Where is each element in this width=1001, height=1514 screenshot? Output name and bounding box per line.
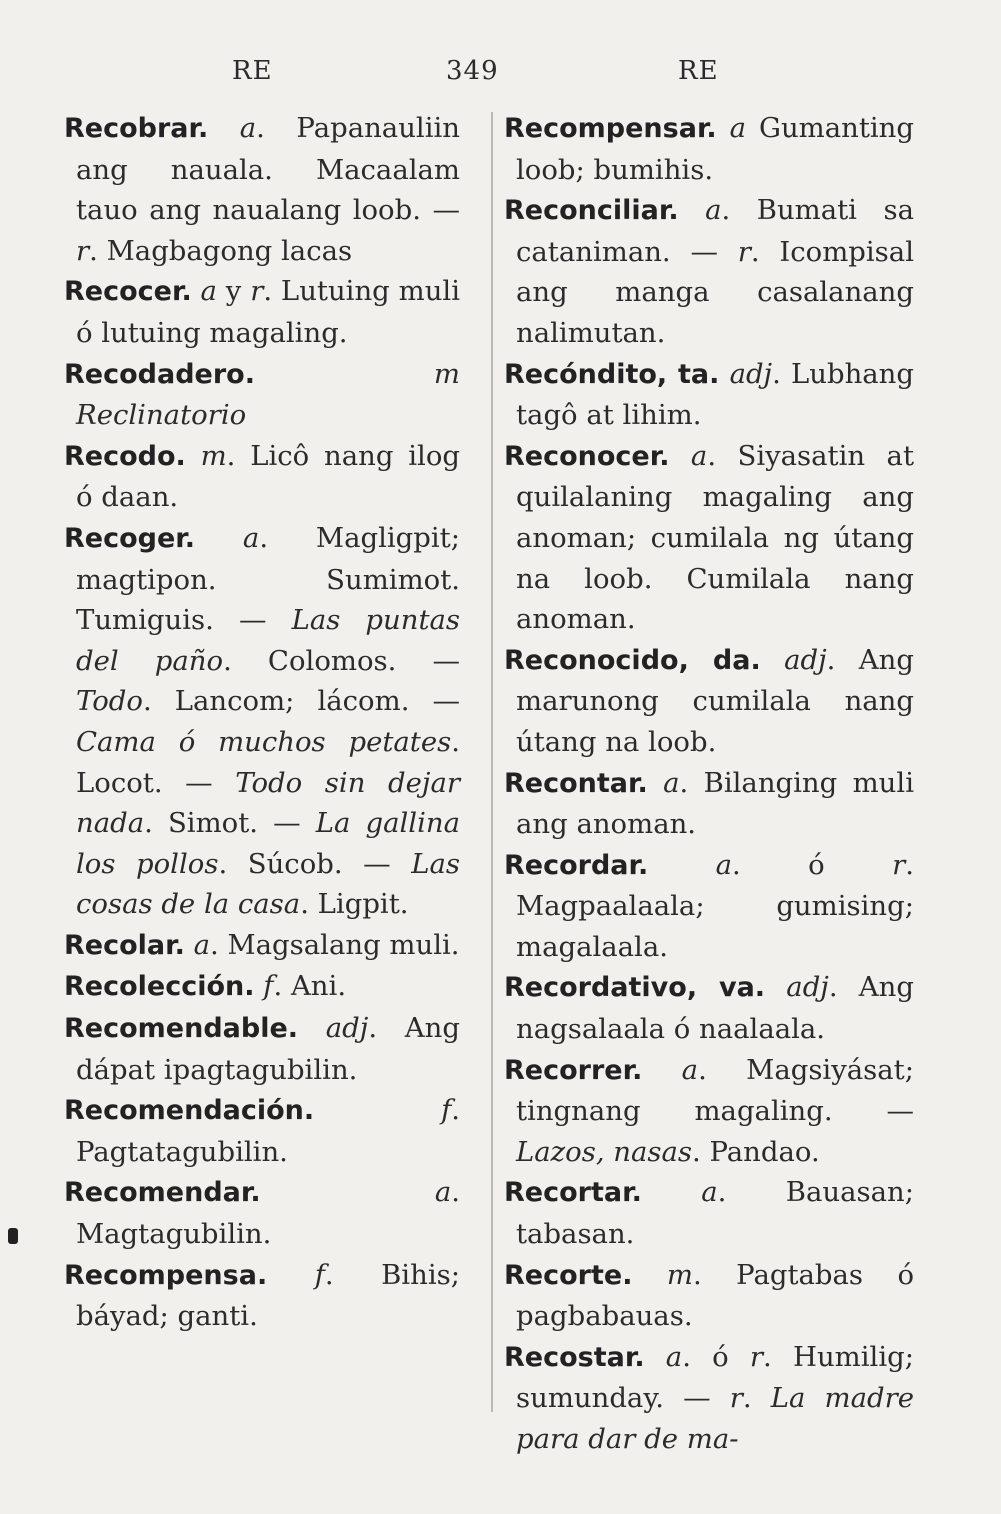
entry-headword: Recolar. bbox=[64, 929, 185, 961]
definition-text: . Ang nagsalaala ó naalaala. bbox=[516, 971, 914, 1046]
grammar-label: adj bbox=[786, 971, 829, 1004]
entry-headword: Reconocer. bbox=[504, 440, 670, 472]
page-number: 349 bbox=[446, 56, 499, 86]
subentry-phrase: Todo bbox=[76, 685, 143, 718]
entry-headword: Recoger. bbox=[64, 522, 196, 554]
grammar-label: f bbox=[263, 970, 274, 1003]
entry-headword: Recolección. bbox=[64, 971, 255, 1003]
definition-text: . Magsalang muli. bbox=[210, 928, 460, 961]
definition-text: . Bihis; báyad; ganti. bbox=[76, 1258, 460, 1333]
dictionary-entry bbox=[64, 518, 460, 925]
entry-headword: Recóndito, ta. bbox=[504, 358, 720, 390]
definition-text: . Ani. bbox=[273, 970, 347, 1003]
definition-text: . ó bbox=[732, 848, 893, 881]
subentry-phrase: Reclinatorio bbox=[76, 399, 247, 432]
definition-text: . Magligpit; magtipon. Sumimot. Tumiguis. — bbox=[76, 521, 460, 637]
grammar-label: a bbox=[729, 112, 747, 144]
grammar-label: a bbox=[193, 928, 211, 961]
dictionary-entry bbox=[64, 1090, 460, 1172]
grammar-label: a bbox=[715, 848, 733, 881]
grammar-label: r bbox=[76, 234, 90, 267]
definition-text: . Papanauliin ang nauala. Macaalam tauo ang naualang loob. — bbox=[76, 112, 460, 227]
right-column bbox=[504, 108, 914, 1460]
margin-ink-mark bbox=[8, 1228, 18, 1244]
grammar-label: a bbox=[665, 1340, 683, 1373]
grammar-label: a bbox=[434, 1176, 452, 1209]
definition-text: . Bumati sa cataniman. — bbox=[516, 194, 914, 268]
grammar-label: r bbox=[250, 275, 264, 308]
subentry-phrase: Las puntas del paño bbox=[76, 604, 460, 677]
definition-text: . Bilanging muli ang anoman. bbox=[516, 766, 914, 841]
left-column bbox=[64, 108, 460, 1337]
grammar-label: a bbox=[242, 521, 260, 554]
entry-headword: Recortar. bbox=[504, 1177, 642, 1209]
dictionary-entry bbox=[504, 436, 914, 640]
grammar-label: r bbox=[729, 1382, 743, 1415]
dictionary-entry bbox=[64, 436, 460, 518]
definition-text: . ó bbox=[682, 1340, 750, 1373]
definition-text: . Pagtabas ó pagbabauas. bbox=[516, 1258, 914, 1333]
entry-headword: Recomendable. bbox=[64, 1013, 299, 1045]
entry-headword: Recocer. bbox=[64, 276, 192, 308]
dictionary-entry bbox=[504, 1337, 914, 1460]
subentry-phrase: La gallina los pollos bbox=[76, 807, 461, 880]
grammar-label: f bbox=[441, 1094, 452, 1127]
definition-text: . Pandao. bbox=[692, 1135, 820, 1168]
subentry-phrase: La madre para dar de ma- bbox=[516, 1382, 914, 1455]
dictionary-entry bbox=[64, 1008, 460, 1090]
subentry-phrase: Las cosas de la casa bbox=[76, 847, 461, 921]
subentry-phrase: Todo sin dejar nada bbox=[76, 766, 460, 840]
entry-headword: Recordativo, va. bbox=[504, 972, 766, 1004]
entry-headword: Recodadero. bbox=[64, 358, 255, 390]
entry-headword: Recodo. bbox=[64, 440, 186, 472]
dictionary-entry bbox=[504, 640, 914, 763]
definition-text: . Ang marunong cumilala nang útang na loob. bbox=[516, 643, 914, 758]
definition-text: Gumanting loob; bumihis. bbox=[516, 112, 914, 186]
definition-text: . Locot. — bbox=[76, 725, 460, 799]
header-right-guide: RE bbox=[678, 56, 719, 86]
entry-headword: Recorte. bbox=[504, 1259, 633, 1291]
definition-text: . Lubhang tagô at lihim. bbox=[516, 357, 914, 432]
entry-headword: Recontar. bbox=[504, 767, 648, 799]
grammar-label: r bbox=[737, 235, 751, 268]
definition-text: . Siyasatin at quilalaning magaling ang anoman; cumilala ng útang na loob. Cumilala nang anoman. bbox=[516, 439, 914, 636]
definition-text: . Humilig; sumunday. — bbox=[516, 1340, 914, 1415]
dictionary-entry bbox=[64, 271, 460, 353]
dictionary-entry bbox=[64, 925, 460, 967]
grammar-label: a bbox=[701, 1176, 718, 1209]
definition-text: . Colomos. — bbox=[223, 644, 460, 677]
definition-text: . Magbagong lacas bbox=[89, 234, 353, 267]
grammar-label: adj bbox=[325, 1012, 369, 1045]
definition-text: . Ang dápat ipagtagubilin. bbox=[76, 1012, 460, 1086]
entry-headword: Recobrar. bbox=[64, 113, 209, 144]
grammar-label: a bbox=[200, 275, 217, 308]
entry-headword: Recompensa. bbox=[64, 1259, 268, 1291]
grammar-label: m bbox=[200, 439, 227, 472]
entry-headword: Reconocido, da. bbox=[504, 644, 761, 676]
definition-text: . Bauasan; tabasan. bbox=[516, 1176, 914, 1251]
dictionary-entry bbox=[504, 1050, 914, 1173]
page-header bbox=[0, 56, 1001, 96]
definition-text: . Magsiyásat; tingnang magaling. — bbox=[516, 1053, 914, 1128]
grammar-label: r bbox=[749, 1340, 764, 1373]
definition-text: . Lutuing muli ó lutuing magaling. bbox=[76, 275, 460, 349]
definition-text: . bbox=[742, 1382, 771, 1415]
grammar-label: m bbox=[433, 357, 460, 390]
grammar-label: adj bbox=[729, 357, 773, 390]
dictionary-entry bbox=[504, 763, 914, 845]
column-divider bbox=[491, 112, 493, 1412]
definition-text: . Magtagubilin. bbox=[76, 1176, 460, 1251]
grammar-label: f bbox=[314, 1258, 325, 1291]
definition-text: . Ligpit. bbox=[300, 888, 409, 921]
grammar-label: a bbox=[663, 766, 680, 799]
definition-text: . Magpaalaala; gumising; magalaala. bbox=[516, 848, 915, 963]
definition-text: . Pagtatagubilin. bbox=[76, 1094, 460, 1168]
definition-text: . Licô nang ilog ó daan. bbox=[76, 439, 460, 514]
dictionary-entry bbox=[64, 354, 460, 436]
grammar-label: adj bbox=[784, 643, 827, 676]
dictionary-entry bbox=[504, 108, 914, 190]
entry-headword: Recorrer. bbox=[504, 1054, 643, 1086]
entry-headword: Recostar. bbox=[504, 1341, 645, 1373]
dictionary-entry bbox=[64, 966, 460, 1008]
grammar-label: r bbox=[892, 848, 906, 881]
dictionary-entry bbox=[504, 190, 914, 353]
subentry-phrase: Lazos, nasas bbox=[516, 1135, 693, 1168]
dictionary-entry bbox=[64, 1172, 460, 1254]
dictionary-entry bbox=[504, 845, 914, 968]
dictionary-entry bbox=[64, 1255, 460, 1337]
dictionary-entry bbox=[504, 1172, 914, 1254]
grammar-label: a bbox=[705, 194, 722, 227]
entry-headword: Recomendación. bbox=[64, 1095, 315, 1127]
entry-headword: Reconciliar. bbox=[504, 195, 679, 227]
entry-headword: Recomendar. bbox=[64, 1177, 261, 1209]
dictionary-entry bbox=[64, 108, 460, 271]
definition-text: . Simot. — bbox=[144, 807, 316, 840]
dictionary-entry bbox=[504, 1255, 914, 1337]
subentry-phrase: Cama ó muchos petates bbox=[76, 725, 452, 758]
entry-headword: Recompensar. bbox=[504, 113, 717, 144]
grammar-label: a bbox=[239, 112, 257, 144]
grammar-label: a bbox=[690, 439, 708, 472]
header-left-guide: RE bbox=[232, 56, 273, 86]
dictionary-entry bbox=[504, 967, 914, 1049]
grammar-label: a bbox=[681, 1053, 699, 1086]
definition-text: . Súcob. — bbox=[218, 847, 412, 880]
entry-headword: Recordar. bbox=[504, 849, 649, 881]
grammar-label: m bbox=[666, 1258, 693, 1291]
dictionary-entry bbox=[504, 354, 914, 436]
definition-text: . Lancom; lácom. — bbox=[142, 685, 460, 718]
definition-text: . Icompisal ang manga casalanang nalimutan. bbox=[516, 235, 914, 349]
definition-text: y bbox=[216, 275, 251, 308]
